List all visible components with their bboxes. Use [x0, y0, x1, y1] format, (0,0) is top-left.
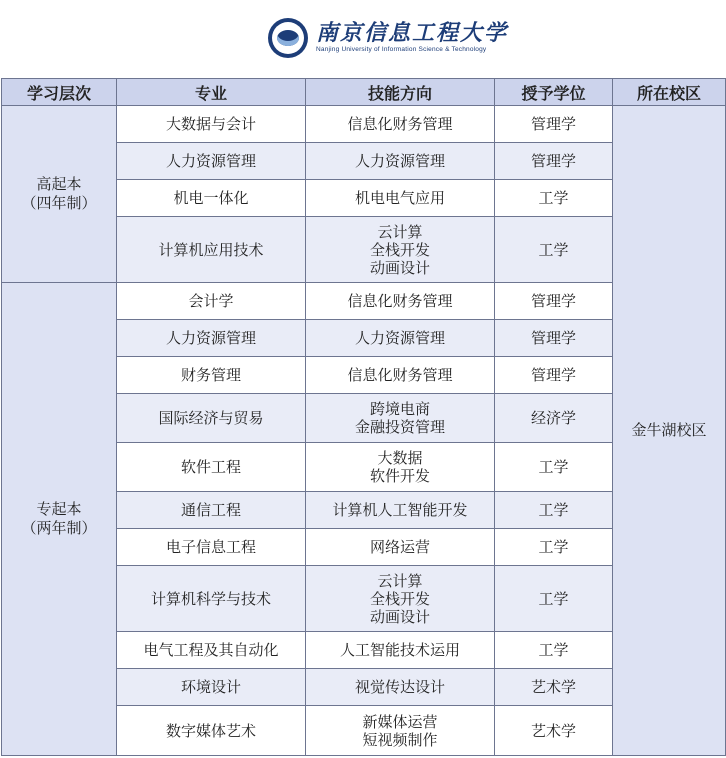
direction-cell: 大数据 软件开发 — [306, 443, 495, 492]
direction-cell: 网络运营 — [306, 529, 495, 566]
column-header-direction: 技能方向 — [306, 79, 495, 106]
direction-cell: 机电电气应用 — [306, 180, 495, 217]
direction-cell: 信息化财务管理 — [306, 106, 495, 143]
column-header-major: 专业 — [117, 79, 306, 106]
direction-cell: 云计算 全栈开发 动画设计 — [306, 217, 495, 283]
direction-cell: 跨境电商 金融投资管理 — [306, 394, 495, 443]
degree-cell: 工学 — [495, 529, 613, 566]
degree-cell: 艺术学 — [495, 706, 613, 756]
major-cell: 电子信息工程 — [117, 529, 306, 566]
table-body — [2, 106, 726, 756]
degree-cell: 工学 — [495, 443, 613, 492]
major-cell: 机电一体化 — [117, 180, 306, 217]
degree-cell: 工学 — [495, 566, 613, 632]
degree-cell: 经济学 — [495, 394, 613, 443]
degree-cell: 艺术学 — [495, 669, 613, 706]
major-cell: 大数据与会计 — [117, 106, 306, 143]
major-cell: 计算机应用技术 — [117, 217, 306, 283]
campus-cell: 金牛湖校区 — [613, 106, 726, 756]
column-header-level: 学习层次 — [2, 79, 117, 106]
major-cell: 财务管理 — [117, 357, 306, 394]
degree-cell: 工学 — [495, 217, 613, 283]
degree-cell: 工学 — [495, 180, 613, 217]
level-cell: 专起本 （两年制） — [2, 283, 117, 756]
major-cell: 数字媒体艺术 — [117, 706, 306, 756]
major-cell: 国际经济与贸易 — [117, 394, 306, 443]
major-cell: 通信工程 — [117, 492, 306, 529]
logo-name-en: Nanjing University of Information Science & Technology — [316, 46, 487, 53]
table-row — [2, 106, 726, 143]
major-cell: 会计学 — [117, 283, 306, 320]
major-cell: 软件工程 — [117, 443, 306, 492]
header — [0, 0, 726, 78]
level-cell: 高起本 （四年制） — [2, 106, 117, 283]
degree-cell: 管理学 — [495, 106, 613, 143]
major-cell: 人力资源管理 — [117, 143, 306, 180]
degree-cell: 管理学 — [495, 320, 613, 357]
column-header-degree: 授予学位 — [495, 79, 613, 106]
column-header-campus: 所在校区 — [613, 79, 726, 106]
university-emblem-icon — [268, 18, 308, 58]
major-cell: 计算机科学与技术 — [117, 566, 306, 632]
direction-cell: 计算机人工智能开发 — [306, 492, 495, 529]
degree-cell: 管理学 — [495, 357, 613, 394]
university-logo — [268, 18, 508, 58]
direction-cell: 人工智能技术运用 — [306, 632, 495, 669]
logo-text — [316, 21, 508, 55]
direction-cell: 人力资源管理 — [306, 143, 495, 180]
direction-cell: 信息化财务管理 — [306, 357, 495, 394]
program-table — [1, 78, 726, 756]
major-cell: 环境设计 — [117, 669, 306, 706]
direction-cell: 云计算 全栈开发 动画设计 — [306, 566, 495, 632]
direction-cell: 信息化财务管理 — [306, 283, 495, 320]
direction-cell: 新媒体运营 短视频制作 — [306, 706, 495, 756]
major-cell: 人力资源管理 — [117, 320, 306, 357]
logo-name-cn: 南京信息工程大学 — [316, 20, 509, 46]
table-header-row — [2, 79, 726, 106]
degree-cell: 工学 — [495, 632, 613, 669]
degree-cell: 管理学 — [495, 143, 613, 180]
major-cell: 电气工程及其自动化 — [117, 632, 306, 669]
degree-cell: 管理学 — [495, 283, 613, 320]
direction-cell: 视觉传达设计 — [306, 669, 495, 706]
degree-cell: 工学 — [495, 492, 613, 529]
direction-cell: 人力资源管理 — [306, 320, 495, 357]
